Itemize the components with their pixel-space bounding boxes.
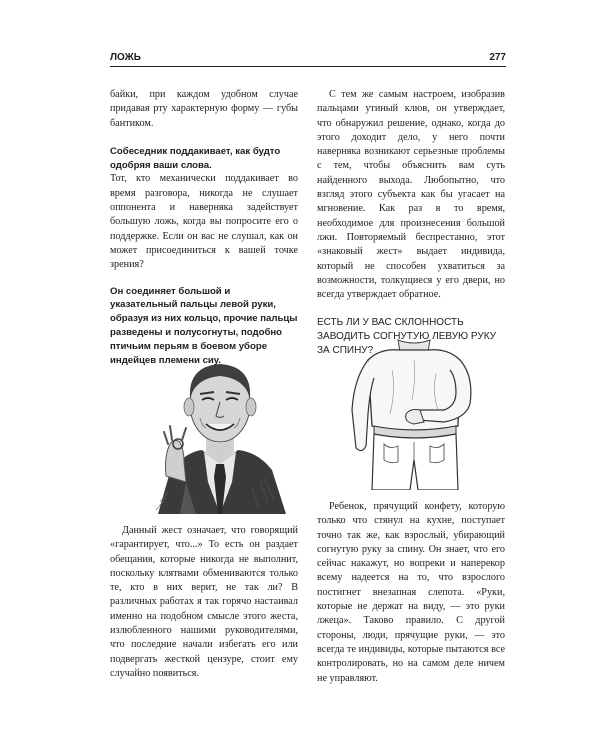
left-column	[110, 88, 298, 367]
lead-heading-nodding: Собеседник поддакивает, как будто одобряя ваши слова.	[110, 145, 281, 171]
lead-heading-ring-gesture: Он соединяет большой и указательный пальцы левой руки, образуя из них кольцо, прочие пальцы разведены и полусогнуты, подобно птичьим перьям в боевом уборе индейцев племени сиу.	[110, 285, 298, 366]
arm-behind-back-illustration	[340, 330, 490, 490]
left-bottom-text	[110, 524, 298, 681]
man-ring-gesture-illustration	[140, 352, 300, 514]
body-paragraph-nodding: Тот, кто механически поддакивает во время разговора, никогда не слушает оппонента и наверняка задействует большую ложь, когда вы попросите его о поддержке. Если он вас не слушал, как он может присоединиться к вашей точке зрения?	[110, 173, 298, 271]
body-paragraph-duck-beak: С тем же самым настроем, изобразив пальцами утиный клюв, он утверждает, что обнаружил решение, однако, когда до этого доходит дело, у него почти наверняка возникают серьезные проблемы с тем, чтобы объяснить вам суть найденного выхода. Любопытно, что взгляд этого субъекта как бы угасает на мгновение. Как раз в то время, необходимое для произнесения большой лжи. Повторяемый беспрестанно, этот «знаковый жест» выдает индивида, который не способен ухватиться за возможности, толкущиеся у его двери, но всегда утверждает обратное.	[317, 89, 505, 301]
question-heading: ЕСТЬ ЛИ У ВАС СКЛОННОСТЬ ЗАВОДИТЬ СОГНУТУЮ ЛЕВУЮ РУКУ ЗА СПИНУ?	[317, 317, 497, 357]
running-head	[110, 50, 506, 67]
page-number: 277	[489, 52, 506, 63]
intro-paragraph: байки, при каждом удобном случае придавая рту характерную форму — губы бантиком.	[110, 89, 298, 129]
body-paragraph-child-candy: Ребенок, прячущий конфету, которую только что стянул на кухне, поступает точно так же, как взрослый, убирающий согнутую руку за спину. Он знает, что его сейчас накажут, но вопреки и наперекор всему надеется на то, что взрослого постигнет внезапная слепота. «Руки, которые не держат на виду, — это руки лжеца». Таково правило. С другой стороны, люди, прячущие руки, — это всегда те индивиды, которые пытаются все контролировать, но на самом деле ничем не управляют.	[317, 501, 505, 684]
right-bottom-text	[317, 500, 505, 686]
body-paragraph-ring-gesture: Данный жест означает, что говорящий «гарантирует, что...» То есть он раздает обещания, которые никогда не выполнит, поскольку клятвами обмениваются только те, кто в них верит, не так ли? В различных работах я так горячо настаивал именно на подобном смысле этого жеста, излюбленного нашими руководителями, что последние начали избегать его или подвергать жесткой цензуре, стоит ему случайно появиться.	[110, 525, 298, 679]
running-title: ЛОЖЬ	[110, 52, 141, 63]
right-column	[317, 88, 505, 358]
